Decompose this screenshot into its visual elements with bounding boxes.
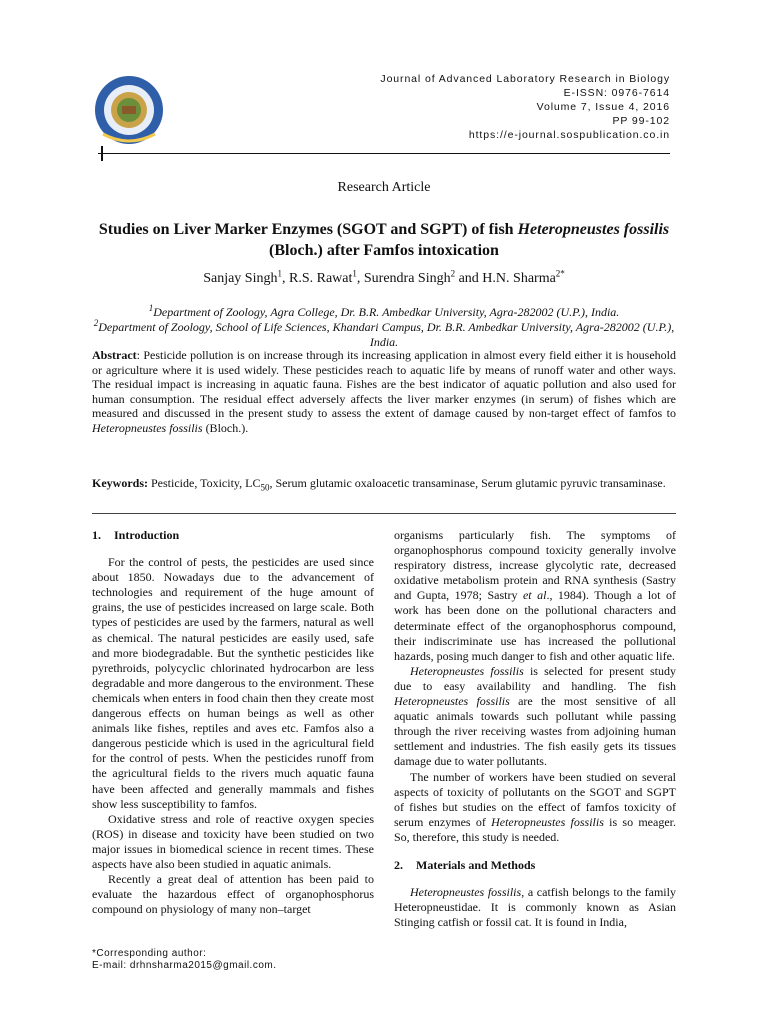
affiliation-mark: 1 [148,303,154,313]
section-title: Materials and Methods [416,857,536,872]
journal-info [380,72,670,142]
section-number: 1. [92,528,101,542]
paragraph-text: is selected for present study due to easy availability and handling. The fish [394,663,676,693]
species-name: Heteropneustes fossilis [491,814,604,829]
section-title: Introduction [114,528,180,542]
author-list [80,268,688,287]
affiliation-mark: 2 [93,318,99,328]
affiliation-text: Department of Zoology, School of Life Sciences, Khandari Campus, Dr. B.R. Ambedkar University, Agra-282002 (U.P.), India. [98,320,675,349]
paragraph [394,885,676,930]
keywords-text-end: , Serum glutamic oxaloacetic transaminase, Serum glutamic pyruvic transaminase. [269,476,666,490]
section-heading-methods [394,858,676,873]
citation-etal: et al [522,588,547,603]
author-name: , R.S. Rawat [281,271,353,286]
abstract-end: (Bloch.). [202,420,249,435]
abstract-text: : Pesticide pollution is on increase through its increasing application in almost every field either it is household or agriculture where it is used widely. These pesticides reach to aquatic life by means of runoff water and other ways. The residual impact is increasing in aquatic fauna. Fishes are the best indicator of aquatic pollution and also used for human consumption. The residual effect adversely affects the liver marker enzymes (in serum) of fishes which are measured and discussed in the present study to assess the extent of damage caused by non-target effect of famfos to [92,348,676,421]
paragraph: For the control of pests, the pesticides are used since about 1850. Nowadays due to the advancement of technologies and requirement of the huge amount of grains, the use of pesticides increased on large scale. Both types of pesticides are used by the farmers, natural as well as chemical. The natural pesticides are easily used, safe and more biodegradable. But the synthetic pesticides like pyrethroids, polycyclic chlorinated hydrocarbon are less degradable and more dangerous to the environment. These chemicals when enters in food chain then they create most dangerous effects on human beings as well as other animals like fishes, reptiles and aves etc. Famfos also a dangerous pesticide which is used in the agricultural field for the control of pests. When the pesticides runoff from the agricultural fields to the rivers much aquatic fauna have been affected and generally mammals and fishes show less susceptibility to famfos. [92,555,374,811]
keywords-subscript: 50 [260,482,270,493]
corresponding-author-footnote [92,948,277,972]
paragraph [394,770,676,845]
header-rule [98,153,670,154]
journal-volume: Volume 7, Issue 4, 2016 [536,101,670,113]
body-column-right [394,528,676,930]
keywords [92,476,676,491]
abstract-species: Heteropneustes fossilis [92,420,203,435]
author-affil-mark: 2 [450,268,456,279]
journal-name: Journal of Advanced Laboratory Research in Biology [380,73,670,85]
journal-logo [93,74,165,146]
title-text-end: (Bloch.) after Famfos intoxication [269,242,499,259]
keywords-label: Keywords: [92,476,148,490]
paragraph: Recently a great deal of attention has been paid to evaluate the hazardous effect of organophosphorus compound on physiology of many non–target [92,872,374,917]
abstract [92,348,676,436]
footnote-label: *Corresponding author: [92,948,207,959]
paragraph-text: , a catfish belongs to the family Heteropneustidae. It is commonly known as Asian Stinging catfish or fossil cat. It is found in India, [394,885,676,930]
species-name: Heteropneustes fossilis [410,885,522,900]
species-name: Heteropneustes fossilis [394,694,510,709]
paragraph [394,528,676,664]
header-rule-tick [101,146,103,161]
paragraph-text: is so meager. So, therefore, this study is needed. [394,814,676,844]
species-name: Heteropneustes fossilis [410,663,524,678]
journal-pages: PP 99-102 [612,115,670,127]
paragraph-text: The number of workers have been studied on several aspects of toxicity of pollutants on the SGOT and SGPT of fishes but studies on the effect of famfos toxicity of serum enzymes of [394,769,676,829]
journal-url[interactable]: https://e-journal.sospublication.co.in [468,129,670,141]
author-affil-mark: 2* [555,268,565,279]
section-heading-introduction [92,528,374,543]
affiliations [80,305,688,350]
body-column-left [92,528,374,917]
paper-title [80,219,688,261]
author-name: and H.N. Sharma [455,271,556,286]
paragraph-text: ., 1984). Though a lot of work has been done on the pollutional characters and determinate effect of the organophosphorus compound, their indiscriminate use has increased the pollutional hazards, posing much danger to fish and other aquatic life. [394,588,676,663]
affiliation-text: Department of Zoology, Agra College, Dr. B.R. Ambedkar University, Agra-282002 (U.P.), India. [153,305,620,319]
affiliation-1 [80,305,688,320]
paragraph-text: organisms particularly fish. The symptoms of organophosphorus compound toxicity generally involve respiratory distress, increase glycolytic rate, decreased oxidative metabolism protein and RNA synthesis (Sastry and Gupta, 1978; Sastry [394,528,676,603]
author-name: Sanjay Singh [203,271,278,286]
title-species: Heteropneustes fossilis [517,221,670,238]
author-affil-mark: 1 [277,268,282,279]
abstract-label: Abstract [92,348,137,362]
paragraph: Oxidative stress and role of reactive oxygen species (ROS) in disease and toxicity have been studied on two major issues in biomedical science in recent times. These aspects have also been studied in aquatic animals. [92,811,374,871]
affiliation-2 [80,320,688,350]
paragraph [394,664,676,770]
paragraph-text: are the most sensitive of all aquatic animals towards such pollutant while passing through the river receiving wastes from adjoining human settlement and industries. The fish easily gets its tissues damage due to water pollutants. [394,694,676,769]
journal-issn: E-ISSN: 0976-7614 [563,87,670,99]
section-separator [92,513,676,514]
title-text: Studies on Liver Marker Enzymes (SGOT and SGPT) of fish [98,221,518,238]
footnote-email[interactable]: E-mail: drhnsharma2015@gmail.com. [92,960,277,971]
article-type: Research Article [337,180,431,195]
author-affil-mark: 1 [352,268,357,279]
section-number: 2. [394,857,403,872]
keywords-text: Pesticide, Toxicity, LC [148,476,261,490]
author-name: , Surendra Singh [356,271,451,286]
